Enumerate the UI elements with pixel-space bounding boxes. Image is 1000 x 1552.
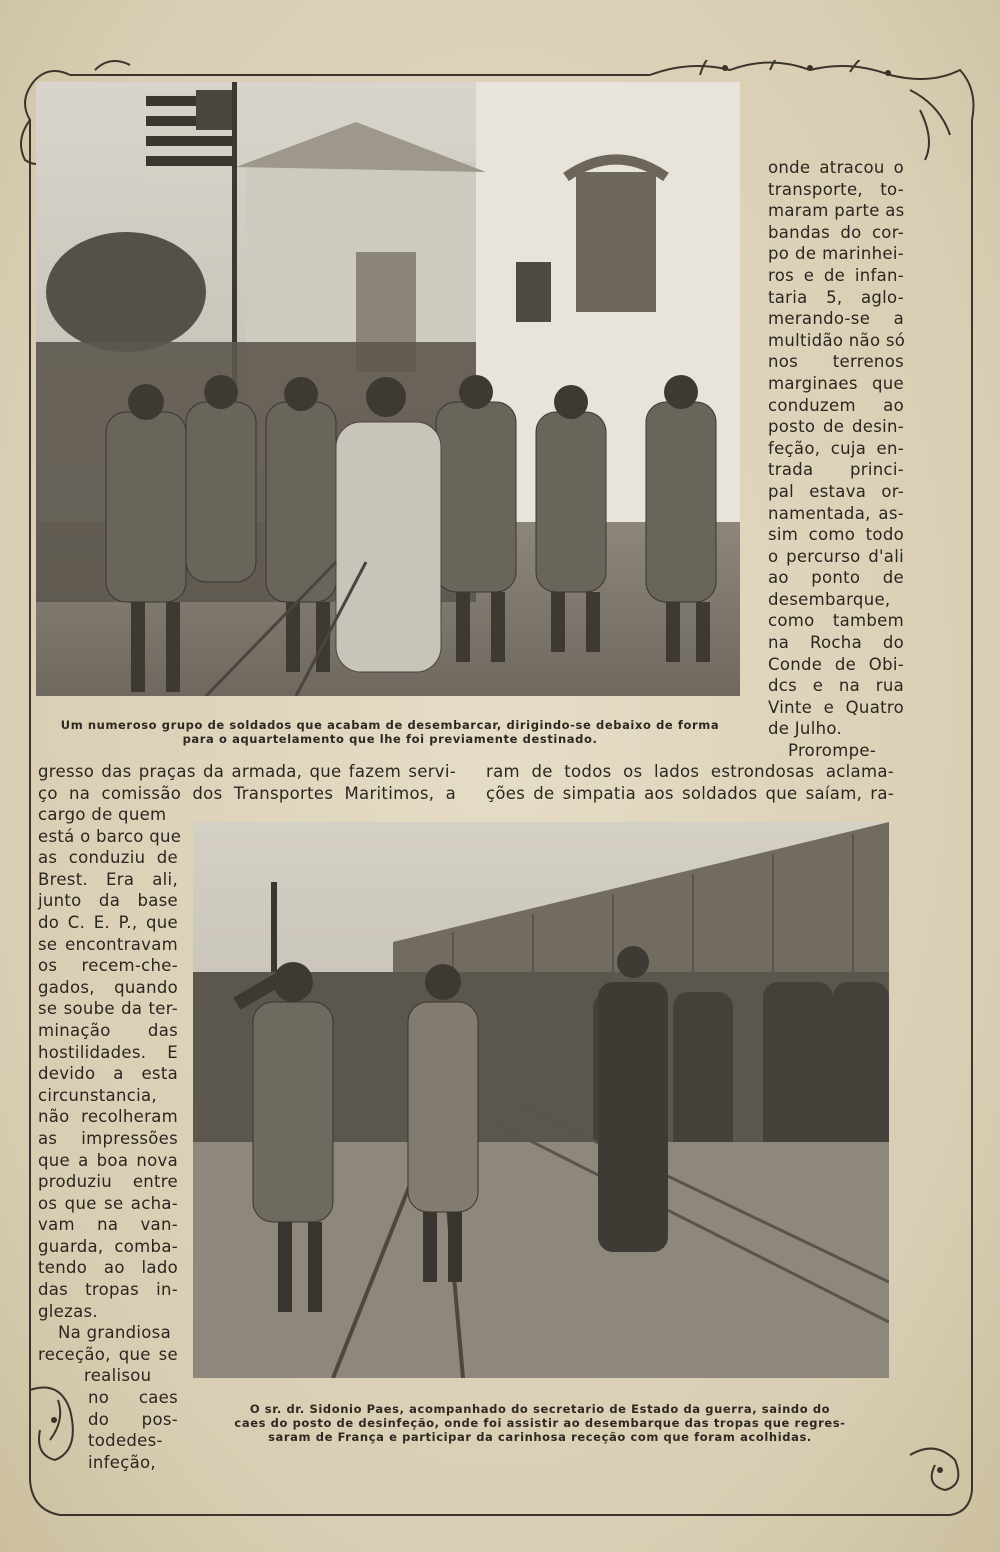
text-line: guarda, comba- xyxy=(38,1236,178,1256)
text-line: transporte, to- xyxy=(768,179,904,199)
text-line: Conde de Obi- xyxy=(768,654,904,674)
text-line: merando-se a xyxy=(768,309,904,329)
text-line: ções de simpatia aos soldados que saíam, ra- xyxy=(486,783,894,803)
text-line: trada princi- xyxy=(768,460,904,480)
text-line: gados, quando xyxy=(38,977,178,997)
caption-line: O sr. dr. Sidonio Paes, acompanhado do secretario de Estado da guerra, saindo do xyxy=(249,1402,831,1416)
text-line: Vinte e Quatro xyxy=(768,697,904,717)
text-line: bandas do cor- xyxy=(768,222,904,242)
officers-saluting-photo-icon xyxy=(193,822,889,1378)
text-line: do C. E. P., que xyxy=(38,912,178,932)
text-line: as conduziu de xyxy=(38,848,178,868)
text-line: das tropas in- xyxy=(38,1280,178,1300)
text-line: vam na van- xyxy=(38,1215,178,1235)
caption-line: para o aquartelamento que lhe foi previamente destinado. xyxy=(182,732,598,746)
text-line: taria 5, aglo- xyxy=(768,287,904,307)
text-line: po de marinhei- xyxy=(768,244,904,264)
wide-text-left xyxy=(38,761,456,804)
text-line: multidão não só xyxy=(768,330,906,350)
text-line: Na grandiosa xyxy=(58,1323,171,1343)
text-line: Brest. Era ali, xyxy=(38,869,178,889)
text-line: hostilidades. E xyxy=(38,1042,178,1062)
text-line: devido a esta xyxy=(38,1064,178,1084)
text-line: gresso das praças da armada, que fazem servi- xyxy=(38,762,456,781)
text-line: está o barco que xyxy=(38,826,182,846)
caption-line: Um numeroso grupo de soldados que acabam de desembarcar, dirigindo-se debaixo de forma xyxy=(60,718,720,732)
text-line: sim como todo xyxy=(768,525,904,545)
text-line: se encontravam xyxy=(38,934,178,954)
text-line: receção, que se xyxy=(38,1344,178,1364)
text-line: no caes xyxy=(88,1388,178,1408)
text-line: namentada, as- xyxy=(768,503,904,523)
text-line: nos terrenos xyxy=(768,352,904,372)
photo-soldiers-disembarking xyxy=(36,82,740,696)
text-line: não recolheram xyxy=(38,1107,178,1127)
text-line: ram de todos os lados estrondosas aclama- xyxy=(486,762,894,781)
text-line: as impressões xyxy=(38,1128,178,1148)
text-line: os que se acha- xyxy=(38,1193,178,1213)
text-line: produziu entre xyxy=(38,1172,178,1192)
text-line: os recem-che- xyxy=(38,956,178,976)
text-line: infeção, xyxy=(88,1452,156,1472)
caption-line: caes do posto de desinfeção, onde foi assistir ao desembarque das tropas que regres- xyxy=(234,1416,846,1430)
text-line: se soube da ter- xyxy=(38,999,178,1019)
photo-sidonio-paes xyxy=(193,822,889,1378)
text-line: que a boa nova xyxy=(38,1150,178,1170)
text-line: junto da base xyxy=(38,891,178,911)
text-line: pal estava or- xyxy=(768,481,904,501)
text-line: ço na comissão dos Transportes Maritimos, a xyxy=(38,783,456,803)
caption-line: saram de França e participar da carinhosa receção com que foram acolhidas. xyxy=(268,1430,812,1444)
text-line: tendo ao lado xyxy=(38,1258,178,1278)
photo1-caption xyxy=(40,718,740,746)
text-line: todedes- xyxy=(88,1431,163,1451)
text-line: dcs e na rua xyxy=(768,676,904,696)
text-line: circunstancia, xyxy=(38,1085,157,1105)
soldiers-marching-photo-icon xyxy=(36,82,740,696)
text-line: de Julho. xyxy=(768,719,842,739)
text-line: posto de desin- xyxy=(768,417,904,437)
text-line: minação das xyxy=(38,1020,178,1040)
text-line: cargo de quem xyxy=(38,805,167,824)
photo2-caption xyxy=(200,1402,880,1444)
text-line: marginaes que xyxy=(768,373,904,393)
text-line: como tambem xyxy=(768,611,904,631)
text-line: Prorompe- xyxy=(788,741,877,761)
text-line: na Rocha do xyxy=(768,633,904,653)
left-text-column xyxy=(38,804,182,1473)
text-line: glezas. xyxy=(38,1301,98,1321)
text-line: onde atracou o xyxy=(768,158,904,177)
text-line: ros e de infan- xyxy=(768,265,904,285)
text-line: desembarque, xyxy=(768,589,891,609)
text-line: feção, cuja en- xyxy=(768,438,904,458)
wide-text-right xyxy=(486,761,894,804)
text-line: realisou xyxy=(84,1366,152,1386)
right-text-column xyxy=(768,157,904,762)
text-line: conduzem ao xyxy=(768,395,904,415)
text-line: maram parte as xyxy=(768,201,905,221)
text-line: do pos- xyxy=(88,1409,178,1429)
text-line: ao ponto de xyxy=(768,568,904,588)
text-line: o percurso d'ali xyxy=(768,546,904,566)
